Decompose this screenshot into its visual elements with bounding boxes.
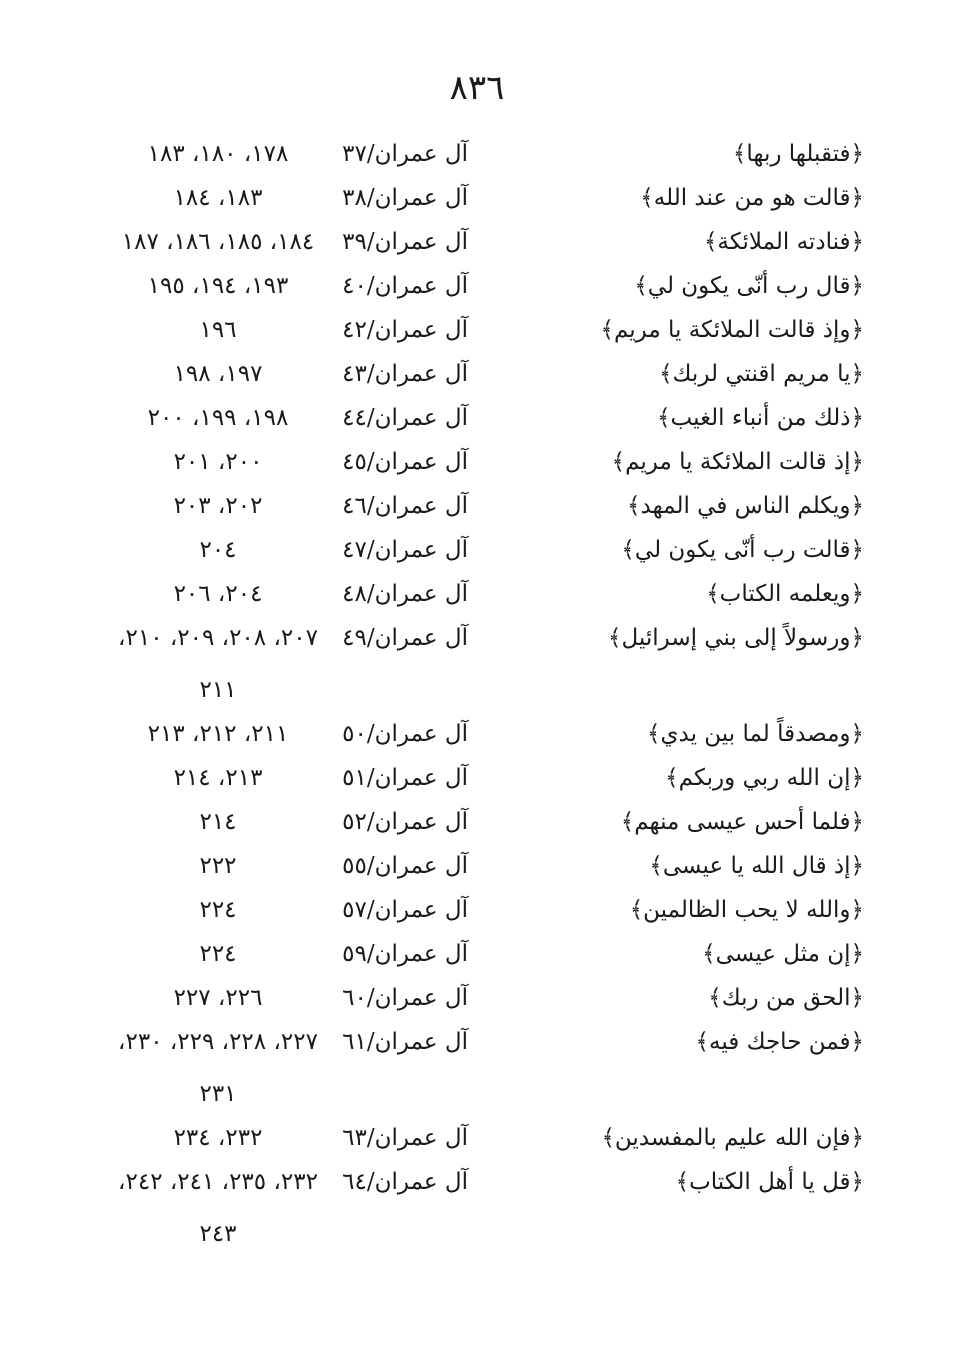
- index-row: [0, 844, 954, 888]
- verse-snippet: ﴿فنادته الملائكة﴾: [703, 229, 864, 255]
- surah-verse-reference: آل عمران/٤٧: [342, 537, 468, 563]
- index-row: [0, 352, 954, 396]
- verse-index-table: [0, 132, 954, 1256]
- surah-verse-reference: آل عمران/٤٣: [342, 361, 468, 387]
- page-references: ٢٢٦، ٢٢٧: [173, 985, 263, 1011]
- verse-snippet: ﴿إن الله ربي وربكم﴾: [665, 765, 864, 791]
- surah-verse-reference: آل عمران/٥٧: [342, 897, 468, 923]
- index-row: [0, 572, 954, 616]
- surah-verse-reference: آل عمران/٣٨: [342, 185, 468, 211]
- verse-snippet: ﴿فمن حاجك فيه﴾: [695, 1029, 864, 1055]
- verse-snippet: ﴿يا مريم اقنتي لربك﴾: [659, 361, 864, 387]
- index-row: [0, 484, 954, 528]
- page-references: ١٨٣، ١٨٤: [173, 185, 263, 211]
- page-references: ١٨٤، ١٨٥، ١٨٦، ١٨٧: [121, 229, 315, 255]
- surah-verse-reference: آل عمران/٤٨: [342, 581, 468, 607]
- index-row: [0, 440, 954, 484]
- verse-snippet: ﴿وإذ قالت الملائكة يا مريم﴾: [600, 317, 864, 343]
- index-row: [0, 132, 954, 176]
- page-references-line: ٢١١: [199, 677, 237, 703]
- verse-snippet: ﴿إن مثل عيسى﴾: [702, 941, 864, 967]
- index-row: [0, 616, 954, 712]
- index-row: [0, 1020, 954, 1116]
- surah-verse-reference: آل عمران/٥٢: [342, 809, 468, 835]
- page-references-line: ٢٤٣: [199, 1221, 237, 1247]
- surah-verse-reference: آل عمران/٦١: [342, 1029, 468, 1055]
- page-references: ٢١٣، ٢١٤: [173, 765, 263, 791]
- page-references: ٢٠٤، ٢٠٦: [173, 581, 263, 607]
- verse-snippet: ﴿الحق من ربك﴾: [708, 985, 864, 1011]
- page-references: ٢١١، ٢١٢، ٢١٣: [147, 721, 289, 747]
- verse-snippet: ﴿قل يا أهل الكتاب﴾: [675, 1169, 864, 1195]
- surah-verse-reference: آل عمران/٤٠: [342, 273, 468, 299]
- page-references: ١٩٣، ١٩٤، ١٩٥: [147, 273, 289, 299]
- page-references: ١٩٨، ١٩٩، ٢٠٠: [147, 405, 289, 431]
- verse-snippet: ﴿فإن الله عليم بالمفسدين﴾: [601, 1125, 864, 1151]
- page-references: ٢٢٤: [199, 941, 237, 967]
- index-row: [0, 220, 954, 264]
- page-references: ٢٠٤: [199, 537, 237, 563]
- verse-snippet: ﴿إذ قالت الملائكة يا مريم﴾: [611, 449, 864, 475]
- index-row: [0, 396, 954, 440]
- page-references: ٢١٤: [199, 809, 237, 835]
- index-row: [0, 712, 954, 756]
- index-row: [0, 176, 954, 220]
- index-row: [0, 976, 954, 1020]
- verse-snippet: ﴿ذلك من أنباء الغيب﴾: [657, 405, 864, 431]
- page-references: [98, 616, 338, 712]
- index-row: [0, 756, 954, 800]
- surah-verse-reference: آل عمران/٤٢: [342, 317, 468, 343]
- page-references: [98, 1020, 338, 1116]
- surah-verse-reference: آل عمران/٣٩: [342, 229, 468, 255]
- surah-verse-reference: آل عمران/٥٠: [342, 721, 468, 747]
- verse-snippet: ﴿فلما أحس عيسى منهم﴾: [620, 809, 864, 835]
- surah-verse-reference: آل عمران/٥٩: [342, 941, 468, 967]
- surah-verse-reference: آل عمران/٣٧: [342, 141, 468, 167]
- index-row: [0, 308, 954, 352]
- surah-verse-reference: آل عمران/٤٥: [342, 449, 468, 475]
- verse-snippet: ﴿ويعلمه الكتاب﴾: [706, 581, 864, 607]
- verse-snippet: ﴿ورسولاً إلى بني إسرائيل﴾: [608, 625, 864, 651]
- page-references: ٢٢٢: [199, 853, 237, 879]
- index-row: [0, 528, 954, 572]
- page-references: ٢٠٠، ٢٠١: [173, 449, 263, 475]
- verse-snippet: ﴿ومصدقاً لما بين يدي﴾: [647, 721, 864, 747]
- index-row: [0, 1160, 954, 1256]
- page-references: ٢٠٢، ٢٠٣: [173, 493, 263, 519]
- index-row: [0, 888, 954, 932]
- page-references: ٢٣٢، ٢٣٤: [173, 1125, 263, 1151]
- index-row: [0, 800, 954, 844]
- verse-snippet: ﴿فتقبلها ربها﴾: [732, 141, 864, 167]
- surah-verse-reference: آل عمران/٦٣: [342, 1125, 468, 1151]
- page-references: ٢٢٤: [199, 897, 237, 923]
- verse-snippet: ﴿قالت رب أنّى يكون لي﴾: [621, 537, 864, 563]
- surah-verse-reference: آل عمران/٥٥: [342, 853, 468, 879]
- page-references: [98, 1160, 338, 1256]
- page-references: ١٩٧، ١٩٨: [173, 361, 263, 387]
- surah-verse-reference: آل عمران/٤٤: [342, 405, 468, 431]
- page-references-line: ٢٣١: [199, 1081, 237, 1107]
- surah-verse-reference: آل عمران/٦٠: [342, 985, 468, 1011]
- page-references-line: ٢٣٢، ٢٣٥، ٢٤١، ٢٤٢،: [118, 1169, 318, 1195]
- index-row: [0, 932, 954, 976]
- surah-verse-reference: آل عمران/٤٩: [342, 625, 468, 651]
- page-references: ١٩٦: [199, 317, 237, 343]
- surah-verse-reference: آل عمران/٦٤: [342, 1169, 468, 1195]
- verse-snippet: ﴿قال رب أنّى يكون لي﴾: [634, 273, 864, 299]
- surah-verse-reference: آل عمران/٥١: [342, 765, 468, 791]
- verse-snippet: ﴿قالت هو من عند الله﴾: [640, 185, 864, 211]
- page-references-line: ٢٢٧، ٢٢٨، ٢٢٩، ٢٣٠،: [118, 1029, 318, 1055]
- page-references-line: ٢٠٧، ٢٠٨، ٢٠٩، ٢١٠،: [118, 625, 318, 651]
- page-references: ١٧٨، ١٨٠، ١٨٣: [147, 141, 289, 167]
- index-row: [0, 264, 954, 308]
- verse-snippet: ﴿ويكلم الناس في المهد﴾: [627, 493, 864, 519]
- surah-verse-reference: آل عمران/٤٦: [342, 493, 468, 519]
- index-row: [0, 1116, 954, 1160]
- verse-snippet: ﴿إذ قال الله يا عيسى﴾: [649, 853, 864, 879]
- page-number: ٨٣٦: [449, 68, 505, 108]
- verse-snippet: ﴿والله لا يحب الظالمين﴾: [629, 897, 864, 923]
